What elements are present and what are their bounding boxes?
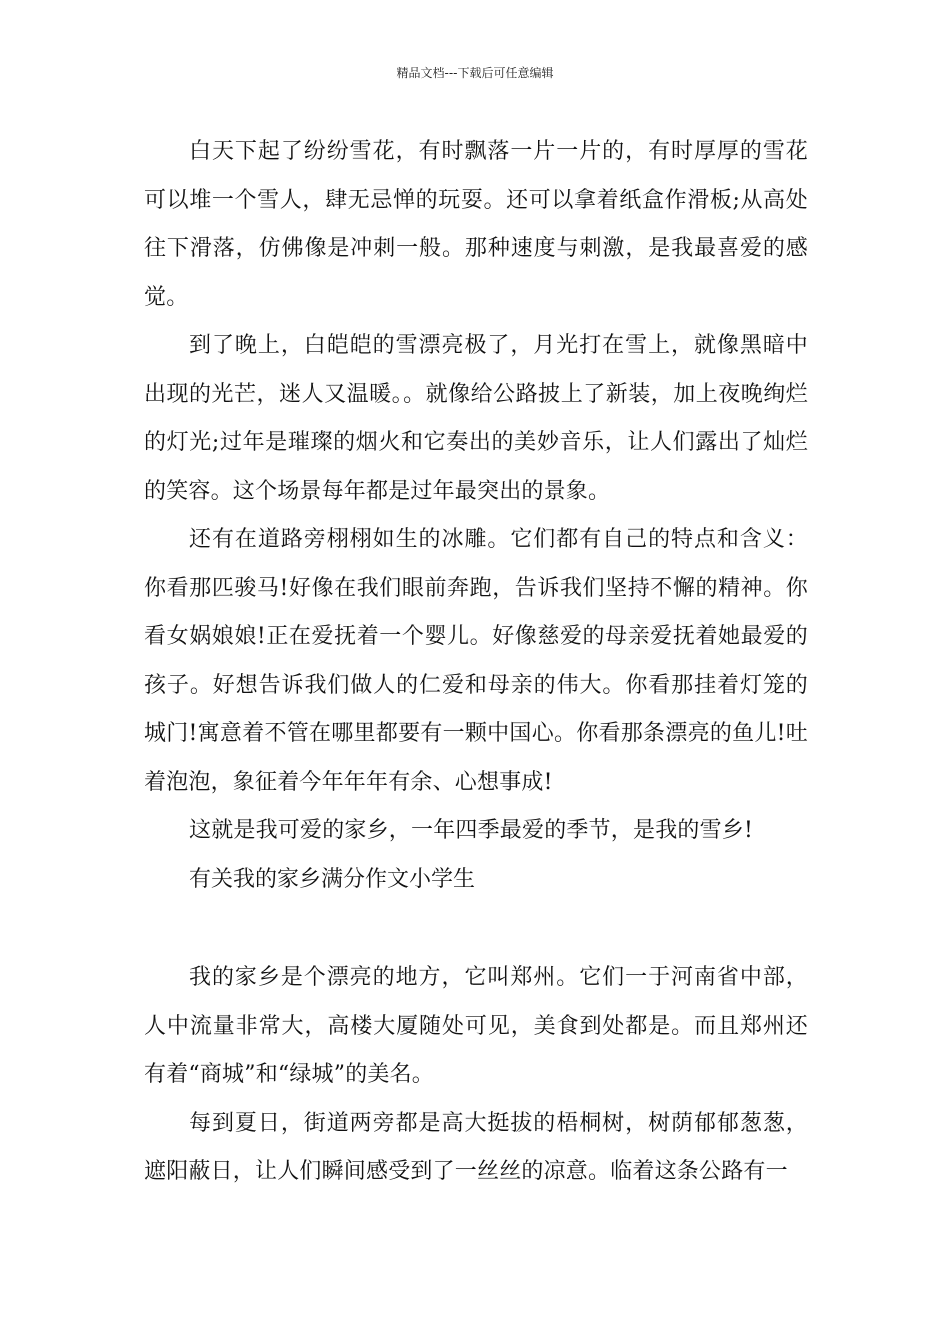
section-gap — [144, 904, 808, 954]
section-title: 有关我的家乡满分作文小学生 — [189, 866, 476, 892]
document-header: 精品文档---下载后可任意编辑 — [396, 66, 554, 80]
paragraph-summer-streets: 每到夏日，街道两旁都是高大挺拔的梧桐树，树荫郁郁葱葱，遮阳蔽日，让人们瞬间感受到了一丝丝的凉意。临着这条公路有一 — [144, 1110, 808, 1184]
paragraph-zhengzhou-intro: 我的家乡是个漂亮的地方，它叫郑州。它们一于河南省中部，人中流量非常大，高楼大厦随处可见，美食到处都是。而且郑州还有着“商城”和“绿城”的美名。 — [144, 965, 808, 1087]
paragraph-snow-hometown: 这就是我可爱的家乡，一年四季最爱的季节，是我的雪乡! — [189, 818, 754, 843]
paragraph-snow-night: 到了晚上，白皑皑的雪漂亮极了，月光打在雪上，就像黑暗中出现的光芒，迷人又温暖。。就像给公路披上了新装，加上夜晚绚烂的灯光;过年是璀璨的烟火和它奏出的美妙音乐，让人们露出了灿烂的笑容。这个场景每年都是过年最突出的景象。 — [144, 333, 808, 504]
paragraph-ice-sculptures: 还有在道路旁栩栩如生的冰雕。它们都有自己的特点和含义：你看那匹骏马!好像在我们眼前奔跑，告诉我们坚持不懈的精神。你看女娲娘娘!正在爱抚着一个婴儿。好像慈爱的母亲爱抚着她最爱的孩子。好想告诉我们做人的仁爱和母亲的伟大。你看那挂着灯笼的城门!寓意着不管在哪里都要有一颗中国心。你看那条漂亮的鱼儿!吐着泡泡，象征着今年年年有余、心想事成! — [144, 527, 808, 795]
paragraph-snow-day: 白天下起了纷纷雪花，有时飘落一片一片的，有时厚厚的雪花可以堆一个雪人，肆无忌惮的玩耍。还可以拿着纸盒作滑板;从高处往下滑落，仿佛像是冲刺一般。那种速度与刺激，是我最喜爱的感觉。 — [144, 139, 808, 310]
document-body — [144, 128, 808, 1197]
